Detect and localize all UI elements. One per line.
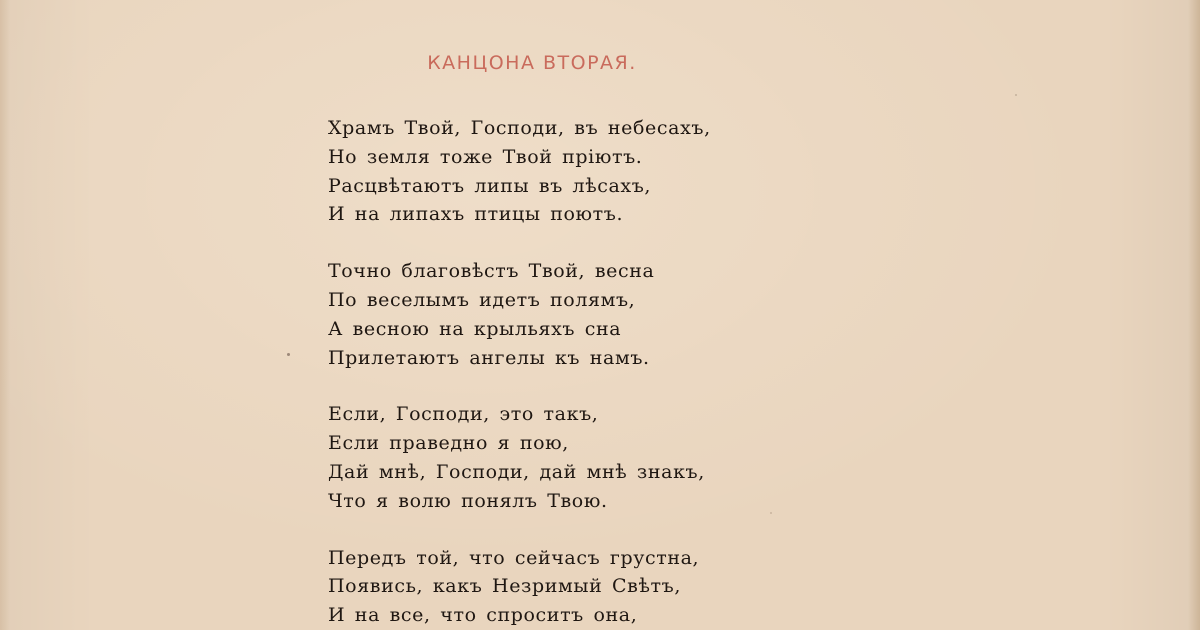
poem-line: Что я волю понялъ Твою. <box>328 489 608 512</box>
paper-speck <box>1015 94 1017 96</box>
stanza-1 <box>328 114 848 229</box>
poem-line: А весною на крыльяхъ сна <box>328 317 622 340</box>
poem-line: Точно благовѣстъ Твой, весна <box>328 260 655 283</box>
poem-line: И на липахъ птицы поютъ. <box>328 203 624 226</box>
paper-speck <box>770 512 772 514</box>
poem-title: КАНЦОНА ВТОРАЯ. <box>427 52 637 74</box>
poem-body <box>328 114 848 630</box>
poem-line: Появись, какъ Незримый Свѣтъ, <box>328 575 681 598</box>
stanza-3 <box>328 400 848 515</box>
poem-line: По веселымъ идетъ полямъ, <box>328 288 636 311</box>
page-right-edge <box>1188 0 1200 630</box>
poem-line: Но земля тоже Твой пріютъ. <box>328 145 643 168</box>
poem-line: Прилетаютъ ангелы къ намъ. <box>328 346 650 369</box>
page-left-edge <box>0 0 10 630</box>
poem-line: Если праведно я пою, <box>328 432 569 455</box>
stanza-2 <box>328 257 848 372</box>
poem-line: Храмъ Твой, Господи, въ небесахъ, <box>328 117 711 139</box>
poem-line: Дай мнѣ, Господи, дай мнѣ знакъ, <box>328 460 705 483</box>
poem-line: Передъ той, что сейчасъ грустна, <box>328 546 700 569</box>
poem-line: И на все, что спроситъ она, <box>328 604 638 627</box>
poem-line: Если, Господи, это такъ, <box>328 403 599 426</box>
stanza-4 <box>328 544 848 630</box>
poem-line: Расцвѣтаютъ липы въ лѣсахъ, <box>328 174 652 197</box>
paper-speck <box>287 353 290 356</box>
